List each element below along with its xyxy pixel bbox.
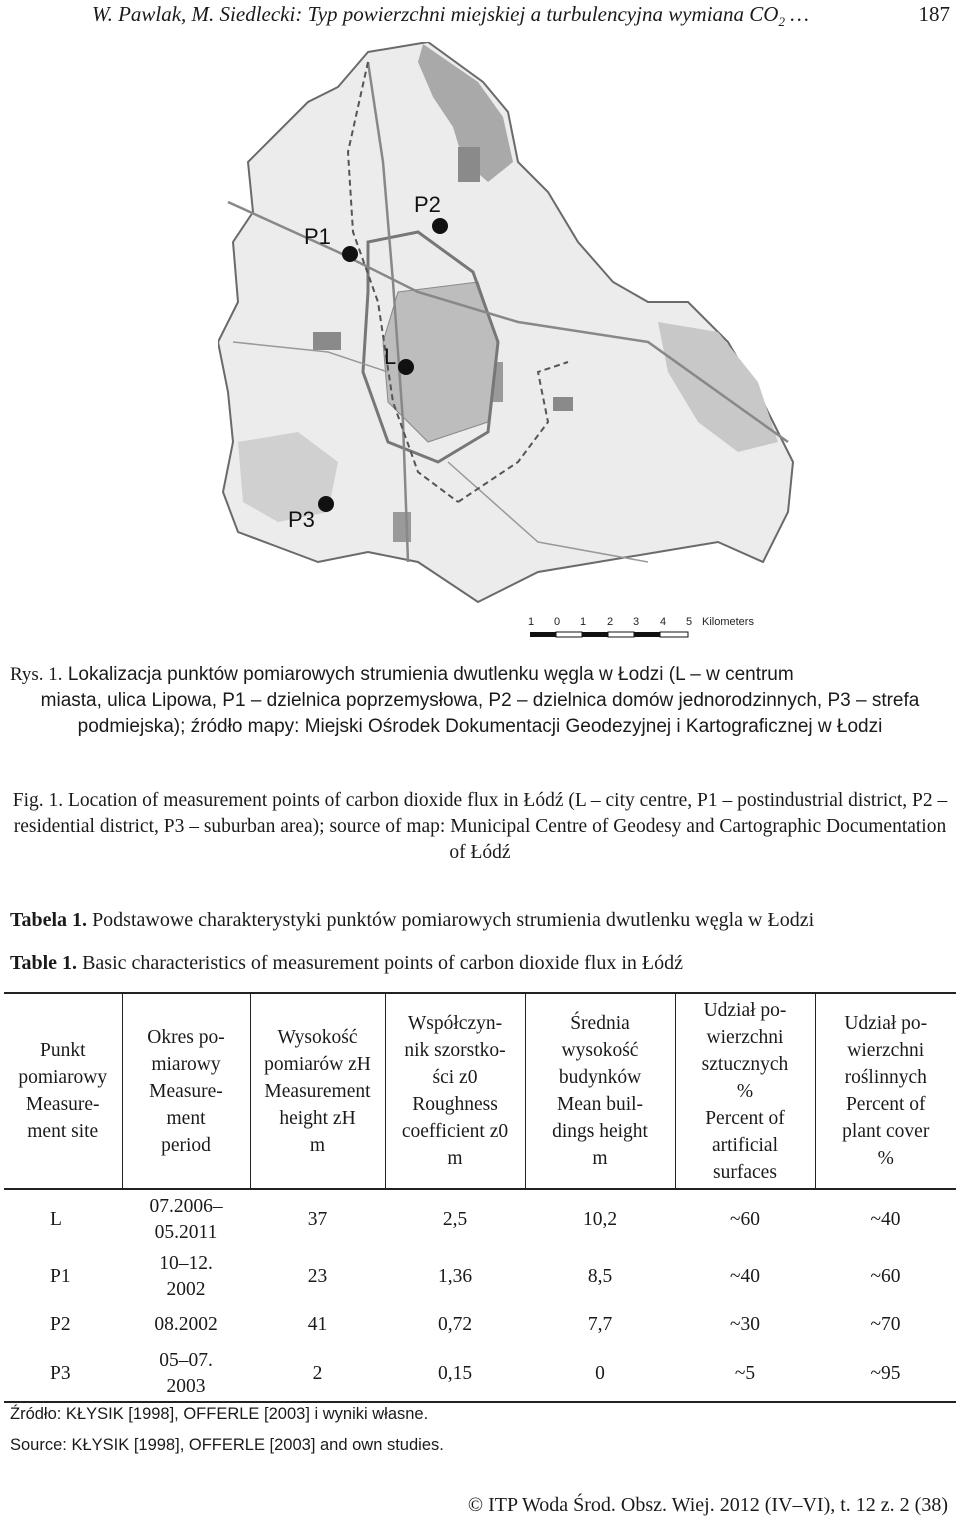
city-map [218, 42, 810, 650]
characteristics-table [4, 992, 956, 1403]
scale-tick-label: 1 [580, 616, 587, 628]
running-header [92, 2, 950, 32]
table-title-pl-text: Podstawowe charakterystyki punktów pomiarowych strumienia dwutlenku węgla w Łodzi [92, 909, 815, 931]
table-row: P3 05–07. 2003 2 0,15 0 ~5 ~95 [4, 1346, 956, 1402]
table-title-en-text: Basic characteristics of measurement points of carbon dioxide flux in Łódź [82, 952, 683, 974]
table-row: L 07.2006– 05.2011 37 2,5 10,2 ~60 ~40 [50, 1195, 901, 1243]
scale-tick-label: 1 [528, 616, 535, 628]
figure-caption-pl [10, 662, 950, 740]
scale-tick-label: 5 [686, 616, 693, 628]
table-source-en: Source: KŁYSIK [1998], OFFERLE [2003] and own studies. [10, 1436, 444, 1454]
caption-pl-lead: Rys. 1. [10, 664, 63, 685]
header-roughness: Współczyn- nik szorstko- ści z0 Roughness coefficient z0 m [385, 993, 525, 1189]
page-number: 187 [918, 2, 950, 26]
point-l-marker [398, 359, 414, 375]
table-source-pl: Źródło: KŁYSIK [1998], OFFERLE [2003] i wyniki własne. [10, 1405, 429, 1423]
scale-tick-label: 2 [607, 616, 614, 628]
built-area-3 [553, 397, 573, 411]
table-header-row [4, 993, 956, 1189]
table-row: P2 08.2002 41 0,72 7,7 ~30 ~70 [50, 1314, 901, 1335]
table-title-pl [10, 909, 814, 932]
label-p1: P1 [304, 224, 331, 249]
header-period: Okres po- miarowy Measure- ment period [122, 993, 250, 1189]
header-artificial: Udział po- wierzchni sztucznych % Percent of artificial surfaces [675, 993, 815, 1189]
scale-unit: Kilometers [702, 616, 754, 628]
point-p1-marker [342, 246, 358, 262]
header-site: Punkt pomiarowy Measure- ment site [18, 1040, 108, 1142]
running-title-subscript: 2 [778, 14, 785, 30]
table-row: P1 10–12. 2002 23 1,36 8,5 ~40 ~60 [50, 1252, 901, 1300]
header-height: Wysokość pomiarów zH Measurement height zH m [250, 993, 385, 1189]
scale-bar [528, 616, 754, 637]
header-building-height: Średnia wysokość budynków Mean buil- dings height m [525, 993, 675, 1189]
table-title-en-lead: Table 1. [10, 952, 78, 974]
running-title: W. Pawlak, M. Siedlecki: Typ powierzchni miejskiej a turbulencyjna wymiana CO [92, 2, 779, 26]
built-area-2 [313, 332, 341, 350]
figure-caption-en: Fig. 1. Location of measurement points of carbon dioxide flux in Łódź (L – city centre, P1 – postindustrial district, P2 – residential district, P3 – suburban area); source of map: Municipal Centre of Geodesy and Cartographic Documentation of Łódź [12, 790, 948, 863]
label-p3: P3 [288, 507, 315, 532]
scale-tick-label: 3 [633, 616, 640, 628]
point-p2-marker [432, 218, 448, 234]
table-title-en [10, 952, 683, 975]
scale-tick-label: 4 [660, 616, 667, 628]
caption-pl-continuation: miasta, ulica Lipowa, P1 – dzielnica poprzemysłowa, P2 – dzielnica domów jednorodzinnych, P3 – strefa podmiejska); źródło mapy: Miejski Ośrodek Dokumentacji Geodezyjnej i Kartograficznej w Łodzi [40, 690, 920, 737]
table-title-pl-lead: Tabela 1. [10, 909, 88, 931]
journal-footer: © ITP Woda Środ. Obsz. Wiej. 2012 (IV–VI), t. 12 z. 2 (38) [467, 1494, 948, 1516]
running-title-ellipsis: … [790, 2, 809, 26]
built-area-1 [458, 147, 480, 182]
header-plant: Udział po- wierzchni roślinnych Percent of plant cover % [815, 993, 956, 1189]
scale-tick-label: 0 [554, 616, 561, 628]
point-p3-marker [318, 496, 334, 512]
label-p2: P2 [414, 192, 441, 217]
caption-pl-text: Lokalizacja punktów pomiarowych strumienia dwutlenku węgla w Łodzi (L – w centrum [67, 664, 794, 685]
label-l: L [384, 344, 397, 369]
